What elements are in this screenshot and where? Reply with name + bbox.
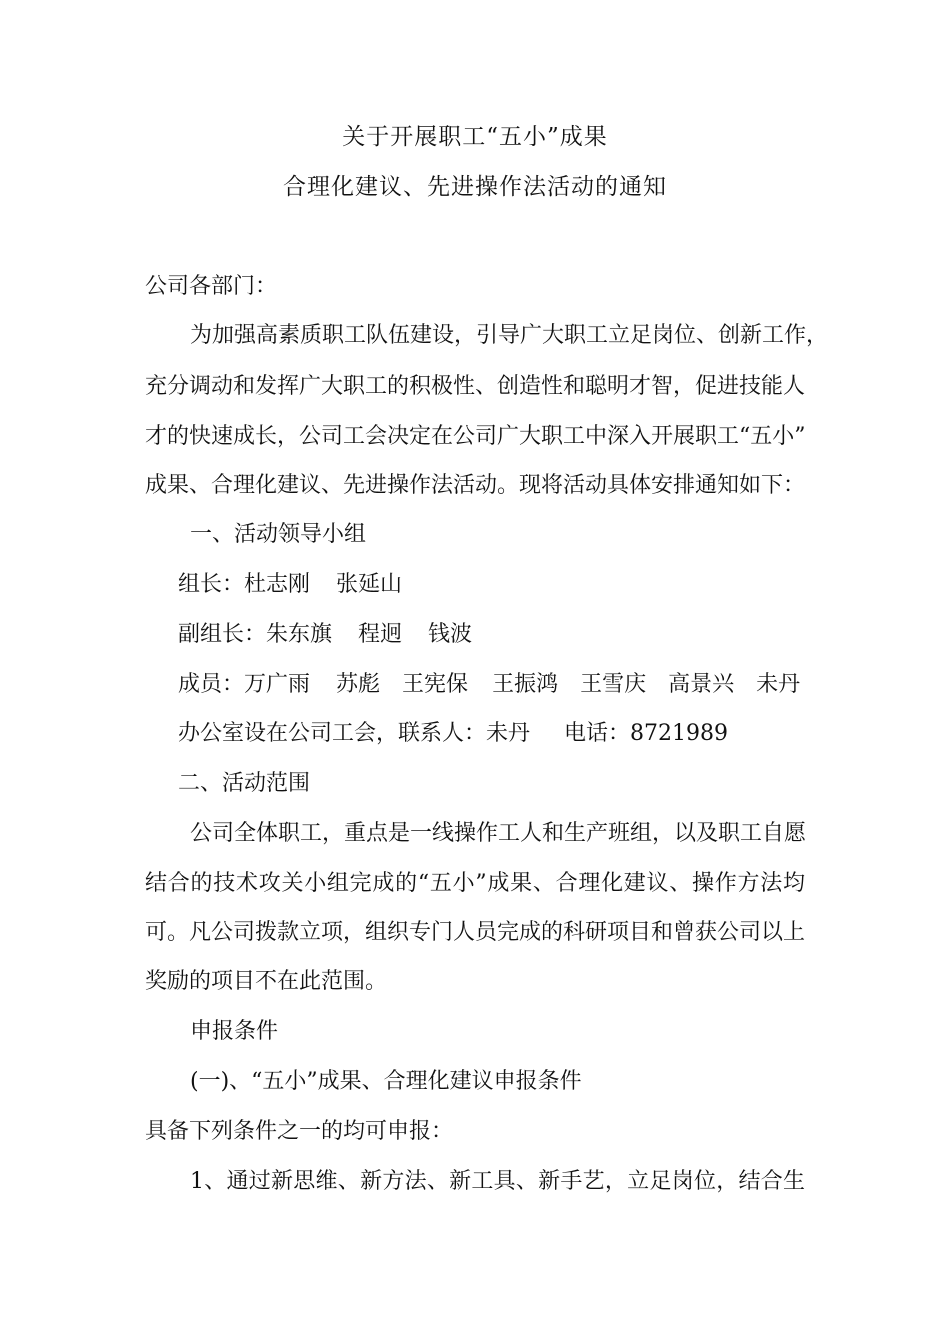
deputy-name: 程迥 (358, 622, 403, 647)
member-name: 未丹 (756, 672, 801, 697)
section-3-heading: 申报条件 (190, 1019, 279, 1044)
member-name: 万广雨 (244, 672, 311, 697)
title-line-2: 合理化建议、先进操作法活动的通知 (283, 174, 667, 200)
deputy-label: 副组长： (178, 622, 267, 647)
section-1-heading: 一、活动领导小组 (190, 522, 367, 547)
member-name: 苏彪 (336, 672, 381, 697)
member-name: 王振鸿 (492, 672, 559, 697)
leader-row (178, 570, 402, 600)
leader-name: 张延山 (336, 572, 403, 597)
condition-text: 具备下列条件之一的均可申报： (145, 1119, 454, 1144)
member-name: 高景兴 (668, 672, 735, 697)
scope-line-2: 结合的技术攻关小组完成的“五小”成果、合理化建议、操作方法均 (145, 871, 805, 896)
subsection-1-heading: (一)、“五小”成果、合理化建议申报条件 (190, 1069, 582, 1094)
scope-line-4: 奖励的项目不在此范围。 (145, 969, 388, 994)
intro-line-2: 充分调动和发挥广大职工的积极性、创造性和聪明才智，促进技能人 (145, 374, 806, 399)
member-row (178, 670, 800, 700)
leader-label: 组长： (178, 572, 245, 597)
member-label: 成员： (178, 672, 245, 697)
office-row (178, 719, 728, 749)
condition-item-1: 1、通过新思维、新方法、新工具、新手艺，立足岗位，结合生 (190, 1169, 805, 1194)
phone-label: 电话： (564, 721, 631, 746)
section-2-heading: 二、活动范围 (178, 771, 311, 796)
deputy-row (178, 620, 472, 650)
scope-line-1: 公司全体职工，重点是一线操作工人和生产班组，以及职工自愿 (190, 821, 807, 846)
office-text: 办公室设在公司工会，联系人：未丹 (178, 721, 531, 746)
intro-line-3: 才的快速成长，公司工会决定在公司广大职工中深入开展职工“五小” (145, 424, 806, 449)
leader-name: 杜志刚 (244, 572, 311, 597)
deputy-name: 朱东旗 (266, 622, 333, 647)
intro-line-4: 成果、合理化建议、先进操作法活动。现将活动具体安排通知如下： (145, 473, 806, 498)
intro-line-1: 为加强高素质职工队伍建设，引导广大职工立足岗位、创新工作， (190, 323, 829, 348)
deputy-name: 钱波 (428, 622, 473, 647)
title-line-1: 关于开展职工“五小”成果 (342, 124, 608, 150)
phone-number: 8721989 (630, 721, 729, 746)
member-name: 王雪庆 (580, 672, 647, 697)
scope-line-3: 可。凡公司拨款立项，组织专门人员完成的科研项目和曾获公司以上 (145, 920, 806, 945)
member-name: 王宪保 (402, 672, 469, 697)
salutation: 公司各部门： (145, 274, 278, 299)
